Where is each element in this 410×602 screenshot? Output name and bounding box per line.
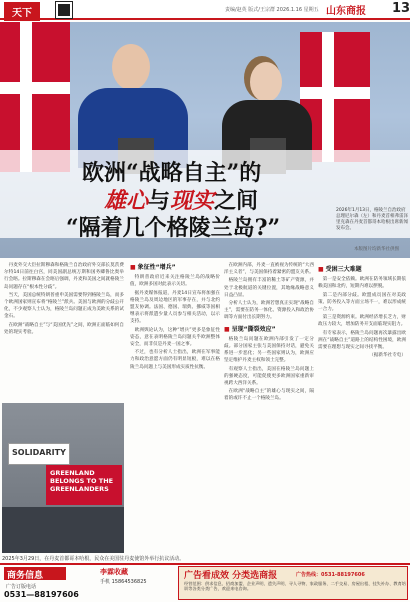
paragraph: 丹麦外交大臣拉斯穆森和格陵兰自治政府外交部长莫茨费尔特14日前往白宫，同美国副总统万斯和国务卿鲁比奥举行会晤。拉斯穆森在会晤后强调，丹麦和美国之间就格陵兰岛问题存在“根本性分歧”。 — [4, 263, 124, 290]
crowd — [2, 507, 124, 553]
article-column-3 — [224, 262, 314, 404]
headline-word-reality: 现实 — [170, 188, 215, 214]
collection-ad-title: 李霖收藏 — [100, 568, 128, 576]
paragraph: 据丹麦媒体报道，丹麦14日宣布将加强在格陵兰岛及周边地区的军事存在，并与北约盟友协调。法国、德国、瑞典、挪威等国相继表示将派遣少量人员参与相关活动，以示支持。 — [130, 290, 220, 325]
paragraph: 欧洲舆论认为，这种“增兵”更多是象征性姿态，意在表明格陵兰岛问题关乎欧洲整体安全，而非仅是丹麦一国之事。 — [130, 327, 220, 348]
article-column-1 — [4, 262, 124, 337]
byline: （据新华社专电） — [369, 353, 406, 359]
paragraph: 当天，美国总统特朗普重申美国需要得到格陵兰岛，而多个欧洲国家则宣布将“格陵兰”派兵。美国与欧洲的分歧公开化，不少观察人士认为，格陵兰岛问题正成为美欧关系的试金石。 — [4, 292, 124, 320]
subheading-split: ■ 呈现“撕裂效应” — [224, 326, 314, 333]
collection-ad-phone: 手机 15864536825 — [100, 579, 147, 585]
paragraph: 在欧洲“战略自主”与“美国优先”之间，欧洲正面临如何自处的现实考验。 — [4, 322, 124, 335]
article-column-2 — [130, 260, 220, 372]
protest-photo — [2, 403, 124, 553]
headline-word-between: 之间 — [214, 188, 259, 214]
classified-ad-title: 广告看成效 分类选商报 — [184, 571, 278, 581]
paragraph: 第三是资源约束。欧洲经济增长乏力，财政压力较大，增加防务开支面临现实阻力。 — [318, 315, 406, 328]
headline-line1: 欧洲“战略自主”的 — [82, 160, 262, 186]
paragraph: 第二是内部分歧。欧盟成员国在对美政策、防务投入等方面立场不一，难以形成统一合力。 — [318, 292, 406, 313]
paragraph: 有专家表示，格陵兰岛问题再次暴露出欧洲在“战略自主”道路上的结构性困境，欧洲需要在理想与现实之间寻找平衡。 — [318, 330, 406, 351]
subheading-troops: ■ 象征性“增兵” — [130, 264, 220, 271]
classified-ad-hotline: 广告热线：0531-88197606 — [296, 572, 365, 578]
paragraph: 在欧洲“战略自主”的雄心与现实之间，隔着的或许不止一个格陵兰岛。 — [224, 389, 314, 402]
business-info-ad-sub: 广告订版电话 — [6, 584, 37, 590]
photo-credit: 本版图片均新华社供图 — [354, 247, 399, 252]
classified-ad-text: 经营范围：供求信息、招商加盟、企业声明、遗失声明、寻人寻物、家政服务、二手交易、房屋出租、挂失补办、教育培训等各类分类广告，欢迎来电咨询。 — [184, 581, 406, 592]
business-info-ad-title: 商务信息 — [4, 567, 66, 580]
brand-name: 山东商报 — [326, 6, 366, 17]
paragraph: 在欧洲内部，丹麦一直被视为传统的“大西洋主义者”，与美国保持着紧密的盟友关系。 — [224, 263, 314, 276]
paragraph: 特朗普政府近来关注格陵兰岛的战略价值，欧洲多国对此表示关切。 — [130, 275, 220, 288]
headline-line3: “隔着几个格陵兰岛?” — [66, 215, 281, 241]
section-tag: 天下 — [4, 2, 40, 21]
page-number: 13 — [392, 1, 410, 16]
business-info-ad-phone: 0531—88197606 — [4, 590, 79, 599]
paragraph: 格陵兰岛拥有丰富的稀土等矿产资源，并处于北极航道的关键位置，其地缘战略意义日益凸显。 — [224, 278, 314, 298]
masthead — [0, 0, 410, 20]
paragraph: 分析人士认为，欧洲若想真正实现“战略自主”，需要在防务一体化、资源投入和政治协调等方面付出长期努力。 — [224, 301, 314, 321]
paragraph: 格陵兰岛问题在欧洲内部引发了一定分歧。部分国家主张与美国保持对话，避免关系进一步恶化；另一些国家则认为，欧洲应坚定维护丹麦主权和领土完整。 — [224, 336, 314, 364]
subheading-problems: ■ 受困三大难题 — [318, 266, 406, 273]
paragraph: 不过，也有分析人士指出，欧洲在军事能力和政治意愿方面仍有明显短板，难以在格陵兰岛问题上与美国形成实质性抗衡。 — [130, 350, 220, 370]
headline-word-and: 与 — [148, 188, 171, 214]
headline-word-ambition: 雄心 — [104, 188, 149, 214]
top-photo-caption: 2026年1月13日，格陵兰自治政府总理尼尔森（左）和丹麦首相弗雷泽里克森在丹麦首都哥本哈根出席新闻发布会。 — [336, 208, 408, 231]
editor-info: 责编/赵英 版式/王宗群 2026.1.16 星期五 — [225, 7, 319, 13]
solidarity-sign: SOLIDARITY — [8, 443, 70, 465]
qr-code-icon — [56, 2, 72, 18]
protest-photo-caption: 2025年3月29日，在丹麦首都哥本哈根，民众在美国驻丹麦使馆外举行抗议活动。 — [2, 556, 185, 562]
paragraph: 有观察人士指出，美国在格陵兰岛问题上的强硬态度，可能促使更多欧洲国家重新审视跨大西洋关系。 — [224, 366, 314, 387]
greenland-sign: GREENLAND BELONGS TO THE GREENLANDERS — [46, 465, 122, 505]
paragraph: 第一是安全依赖。欧洲在防务领域长期依赖美国和北约，短期内难以摆脱。 — [318, 277, 406, 290]
article-column-4 — [318, 262, 406, 360]
